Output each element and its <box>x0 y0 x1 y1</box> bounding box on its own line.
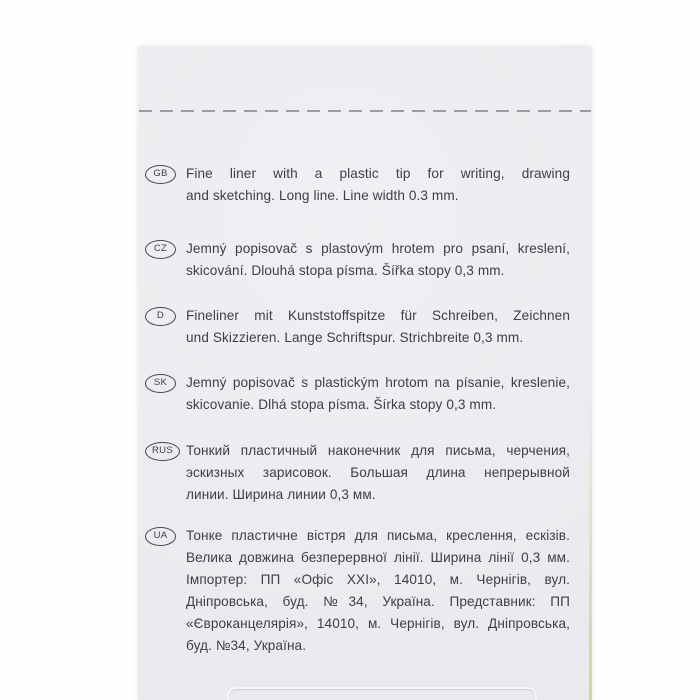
label-content <box>138 163 592 657</box>
lang-section-ua <box>138 525 592 657</box>
lang-badge-d: D <box>145 307 176 326</box>
description-line: Імпортер: ПП «Офіс XXI», 14010, м. Чернігів, вул. <box>186 572 570 587</box>
bottom-panel-edge <box>227 687 537 700</box>
description-text-d <box>186 305 570 349</box>
badge-column <box>145 525 186 657</box>
lang-section-rus <box>138 440 592 506</box>
badge-column <box>145 163 186 207</box>
description-line: Тонкий пластичный наконечник для письма, черчения, <box>186 443 570 458</box>
description-line: Тонке пластичне вістря для письма, креслення, ескізів. <box>186 528 570 543</box>
description-line: Jemný popisovač s plastovým hrotem pro psaní, kreslení, <box>186 241 570 256</box>
description-line: skicování. Dlouhá stopa písma. Šířka stopy 0,3 mm. <box>186 263 505 278</box>
lang-section-gb <box>138 163 592 207</box>
description-line: линии. Ширина линии 0,3 мм. <box>186 487 376 502</box>
description-line: and sketching. Long line. Line width 0.3 mm. <box>186 188 459 203</box>
description-line: Fineliner mit Kunststoffspitze für Schreiben, Zeichnen <box>186 308 570 323</box>
lang-section-d <box>138 305 592 349</box>
description-line: эскизных зарисовок. Большая длина непрерывной <box>186 465 570 480</box>
lang-section-sk <box>138 372 592 416</box>
lang-badge-sk: SK <box>145 374 176 393</box>
description-text-ua <box>186 525 570 657</box>
lang-badge-gb: GB <box>145 165 176 184</box>
description-line: Fine liner with a plastic tip for writing, drawing <box>186 166 570 181</box>
lang-badge-cz: CZ <box>145 240 176 259</box>
description-line: буд. №34, Україна. <box>186 638 307 653</box>
description-line: und Skizzieren. Lange Schriftspur. Strichbreite 0,3 mm. <box>186 330 524 345</box>
description-line: Jemný popisovač s plastickým hrotom na písanie, kreslenie, <box>186 375 570 390</box>
lang-badge-rus: RUS <box>145 442 180 461</box>
description-line: Дніпровська, буд. №34, Україна. Представник: ПП <box>186 594 570 609</box>
lang-badge-ua: UA <box>145 527 176 546</box>
description-text-sk <box>186 372 570 416</box>
badge-column <box>145 372 186 416</box>
description-line: «Євроканцелярія», 14010, м. Чернігів, вул. Дніпровська, <box>186 616 570 631</box>
lang-section-cz <box>138 238 592 282</box>
description-text-cz <box>186 238 570 282</box>
description-line: skicovanie. Dlhá stopa písma. Šírka stopy 0,3 mm. <box>186 397 497 412</box>
card-edge-highlight <box>589 390 592 700</box>
description-text-rus <box>186 440 570 506</box>
label-card <box>138 46 592 700</box>
badge-column <box>145 440 186 506</box>
badge-column <box>145 238 186 282</box>
description-text-gb <box>186 163 570 207</box>
description-line: Велика довжина безперервної лінії. Ширина лінії 0,3 мм. <box>186 550 570 565</box>
badge-column <box>145 305 186 349</box>
perforation-tear-line <box>139 110 591 112</box>
